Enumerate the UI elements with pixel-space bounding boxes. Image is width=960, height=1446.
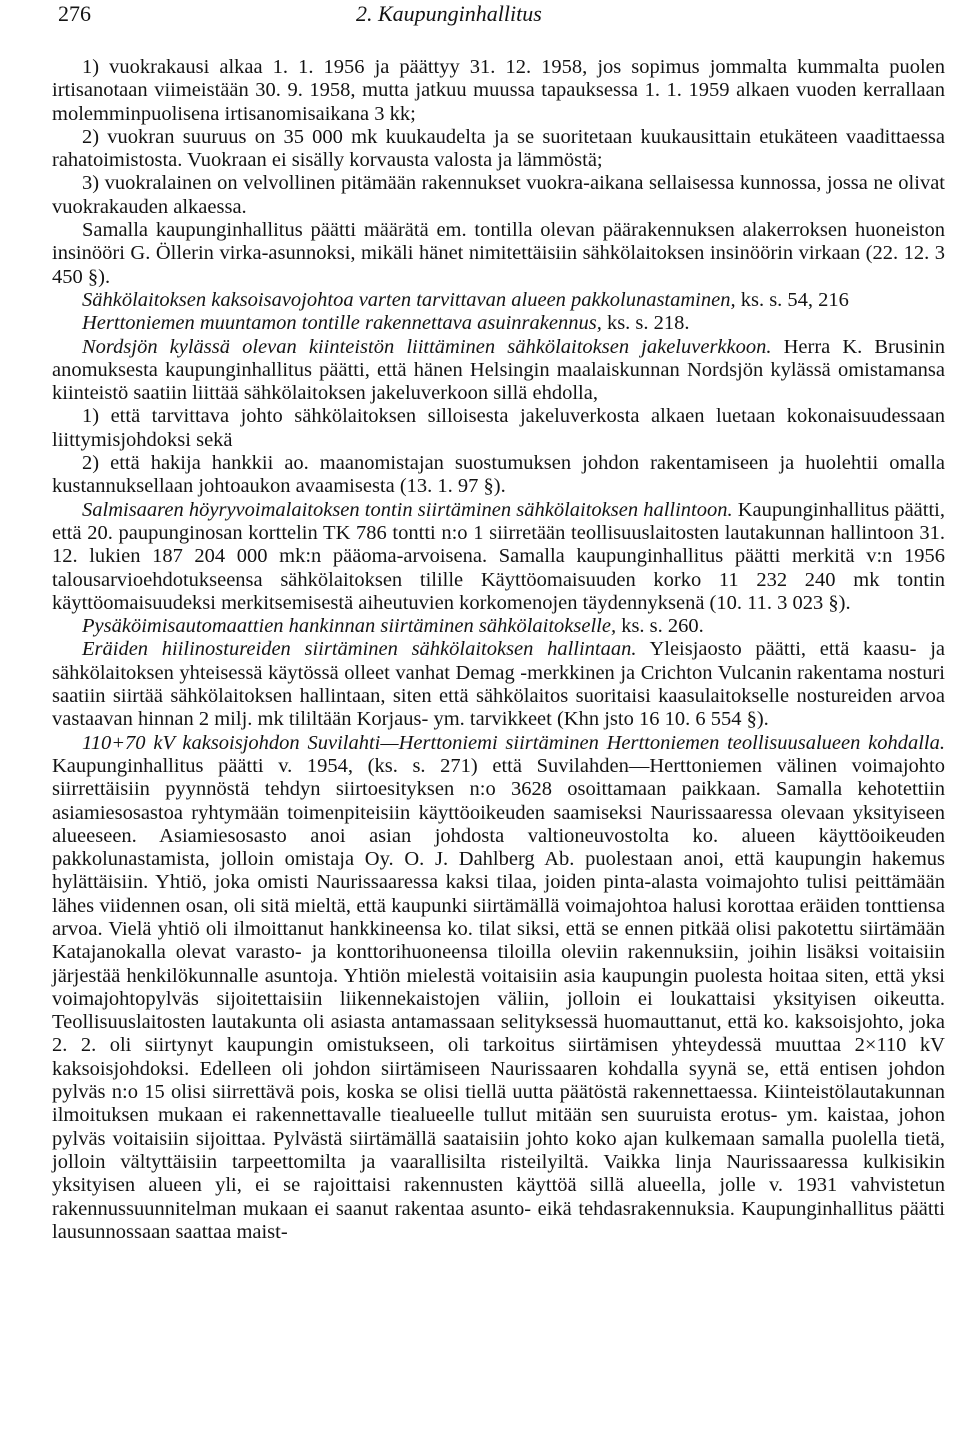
paragraph-text: ks. s. 54, 216 [740,288,849,311]
paragraph-text: ks. s. 260. [621,615,704,638]
paragraph-text: 2) vuokran suuruus on 35 000 mk kuukaudelta ja se suoritetaan kuukausittain etukäteen vaadittaessa rahatoimistosta. Vuokraan ei sisälly korvausta valosta ja lämmöstä; [52,125,945,172]
page-number: 276 [58,1,91,26]
paragraph [52,289,945,312]
paragraph-text: 2) että hakija hankkii ao. maanomistajan suostumuksen johdon rakentamiseen ja huolehtii omalla kustannuksellaan johtoaukon avaamisesta (13. 1. 97 §). [52,452,945,498]
paragraph-text: Samalla kaupunginhallitus päätti määrätä em. tontilla olevan päärakennuksen alakerroksen huoneiston insinööri G. Öllerin virka-asunnoksi, mikäli hänet nimitettäisiin sähkölaitoksen insinöörin virkaan (22. 12. 3 450 §). [52,219,945,288]
paragraph [52,172,945,219]
running-title: 2. Kaupunginhallitus [356,1,542,26]
paragraph [52,732,945,1245]
paragraph [52,405,945,452]
paragraph [52,499,945,615]
section-title: Herttoniemen muuntamon tontille rakennettava asuinrakennus, [82,312,602,335]
paragraph-text: 1) että tarvittava johto sähkölaitoksen silloisesta jakeluverkosta alkaen luetaan kokonaisuudessaan liittymisjohdoksi sekä [52,405,945,451]
paragraph [52,56,945,126]
paragraph-text: Kaupunginhallitus päätti v. 1954, (ks. s. 271) että Suvilahden—Herttoniemen välinen voimajohto siirrettäisiin pyynnöstä tehdyn siirtoesityksen n:o 3628 osoittamaan paikkaan. Samalla kehotettiin asiamiesosastoa ryhtymään toimenpiteisiin käyttöoikeuden saamiseksi Naurissaaressa olevaan yksityiseen alueeseen. Asiamiesosasto anoi asian johdosta valtioneuvostolta ko. alueen käyttöoikeuden pakkolunastamista, jolloin omistaja Oy. O. J. Dahlberg Ab. puolestaan anoi, että kaupungin hakemus hylättäisiin. Yhtiö, joka omisti Naurissaaressa kaksi tilaa, joiden pinta-alasta voimajohto tulisi peittämään lähes viidennen osan, oli sitä mieltä, että kaupunki siirtämällä voimajohtoa halusi korottaa eräiden tonttiensa arvoa. Vielä yhtiö oli ilmoittanut hankkineensa ko. tilat siksi, että se ennen pitkää olisi pakotettu siirtämään Katajanokalla olevat varasto- ja konttorihuoneensa tiloilla oleviin rakennuksiin, joihin lisäksi voitaisiin järjestää henkilökunnalle asuntoja. Yhtiön mielestä voitaisiin asia kaupungin puolesta hoitaa siten, että yksi voimajohtopylväs sijoitettaisiin liikennekaistojen väliin, jolloin ei loukattaisi yksityisen oikeutta. Teollisuuslaitosten lautakunta oli asiasta antamassaan selityksessä huomauttanut, että ko. kaksoisjohto, joka 2. 2. oli siirtynyt kaupungin omistukseen, oli tarkoitus siirtämisen yhteydessä muuttaa 2×110 kV kaksoisjohdoksi. Edelleen oli johdon siirtämiseen Naurissaaren kohdalla syynä se, että entisen johdon pylväs n:o 15 olisi siirrettävä pois, koska se olisi tiellä uutta päätöstä rakennettaessa. Kiinteistölautakunnan ilmoituksen mukaan ei rakennettavalle tiealueelle tullut mitään sen suuruista erotus- ym. kaistaa, johon pylväs voitaisiin sijoittaa. Pylvästä siirtämällä saataisiin johto koko ajan kulkemaan samalla puolella tietä, jolloin vältyttäisiin tarpeettomilta ja vaarallisilta risteilyiltä. Vaikka linja Naurissaaressa kulkisikin yksityisen alueen yli, ei se rajoittaisi rakennusten käyttöä sillä alueella, jolle v. 1931 vahvistetun rakennussuunnitelman mukaan ei saanut rakentaa asunto- eikä tehdasrakennuksia. Kaupunginhallitus päätti lausunnossaan saattaa maist- [52,754,945,1243]
paragraph [52,126,945,173]
paragraph [52,638,945,731]
paragraph-text: Yleisjaosto päätti, että kaasu- ja sähkölaitoksen yhteisessä käytössä olleet vanhat Demag -merkkinen ja Crichton Vulcanin rakentama nosturi saatiin siirtää sähkölaitoksen hallintaan, siten että sähkölaitos suoritaisi kaasulaitokselle nostureiden arvoa vastaavan hinnan 2 milj. mk tililtään Korjaus- ym. tarvikkeet (Khn jsto 16 10. 6 554 §). [52,638,945,731]
paragraph-text: 1) vuokrakausi alkaa 1. 1. 1956 ja päättyy 31. 12. 1958, jos sopimus jommalta kummalta puolen irtisanotaan viimeistään 30. 9. 1958, mutta jatkuu muussa tapauksessa 1. 1. 1959 alkaen vuoden kerrallaan molemminpuolisena irtisanomisaikana 3 kk; [52,56,945,125]
section-title: Salmisaaren höyryvoimalaitoksen tontin siirtäminen sähkölaitoksen hallintoon. [82,498,733,521]
section-title: Eräiden hiilinostureiden siirtäminen sähkölaitoksen hallintaan. [82,638,637,661]
section-title: 110+70 kV kaksoisjohdon Suvilahti—Herttoniemi siirtäminen Herttoniemen teollisuusalueen kohdalla. [82,731,945,754]
section-title: Nordsjön kylässä olevan kiinteistön liittäminen sähkölaitoksen jakeluverkkoon. [82,335,772,358]
paragraph [52,615,945,638]
paragraph-text: Herra K. Brusinin anomuksesta kaupunginhallitus päätti, että hänen Helsingin maalaiskunnan Nordsjön kylässä omistamansa kiinteistö saatiin liittää sähkölaitoksen jakeluverkoon sillä ehdolla, [52,335,945,405]
section-title: Pysäköimisautomaattien hankinnan siirtäminen sähkölaitokselle, [82,615,617,638]
paragraph-text: ks. s. 218. [606,312,690,335]
section-title: Sähkölaitoksen kaksoisavojohtoa varten tarvittavan alueen pakkolunastaminen, [82,288,736,311]
paragraph [52,219,945,289]
paragraph-text: 3) vuokralainen on velvollinen pitämään rakennukset vuokra-aikana sellaisessa kunnossa, jossa ne olivat vuokrakauden alkaessa. [52,172,945,218]
body-text [52,56,945,1244]
paragraph [52,336,945,406]
paragraph [52,312,945,335]
paragraph-text: Kaupunginhallitus päätti, että 20. paupunginosan korttelin TK 786 tontti n:o 1 siirretään teollisuuslaitosten lautakunnan hallintoon 31. 12. lukien 187 204 000 mk:n pääoma-arvoisena. Samalla kaupunginhallitus päätti merkitä v:n 1956 talousarvioehdotukseensa sähkölaitoksen tilille Käyttöomaisuuden korko 11 232 240 mk tontin käyttöomaisuudeksi merkitsemisestä aiheutuvien korkomenojen täydennyksenä (10. 11. 3 023 §). [52,498,945,614]
running-header [52,0,920,34]
paragraph [52,452,945,499]
